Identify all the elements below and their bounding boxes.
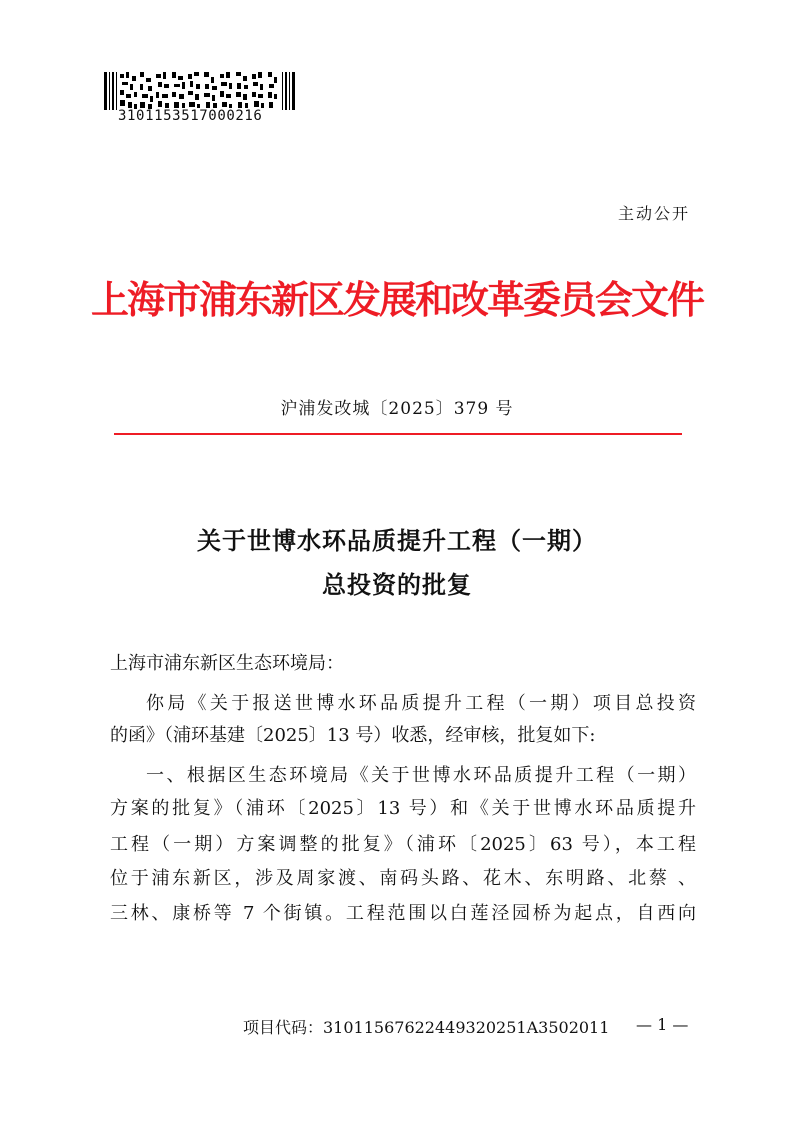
barcode-number: 3101153517000216 bbox=[118, 108, 263, 124]
body-line-3: 一、根据区生态环境局《关于世博水环品质提升工程（一期） bbox=[146, 765, 696, 786]
barcode-image bbox=[104, 72, 296, 110]
document-body bbox=[110, 648, 696, 968]
body-line-4: 方案的批复》（浦环〔2025〕13 号）和《关于世博水环品质提升 bbox=[110, 798, 696, 819]
document-title-line-2: 总投资的批复 bbox=[322, 570, 472, 599]
body-line-6: 位于浦东新区，涉及周家渡、南码头路、花木、东明路、北蔡 、 bbox=[110, 868, 696, 889]
project-code: 项目代码：3101156762244932025​1A3502011 bbox=[243, 1018, 610, 1037]
page-number: — 1 — bbox=[636, 1015, 689, 1034]
body-line-2: 的函》（浦环基建〔2025〕13 号）收悉，经审核，批复如下: bbox=[110, 725, 596, 746]
document-number: 沪浦发改城〔2025〕379 号 bbox=[280, 399, 514, 419]
body-line-5: 工程（一期）方案调整的批复》（浦环〔2025〕63 号），本工程 bbox=[110, 834, 696, 855]
body-line-7: 三林、康桥等 7 个街镇。工程范围以白莲泾园桥为起点，自西向 bbox=[110, 903, 696, 924]
red-divider-line bbox=[114, 433, 682, 435]
document-title-line-1: 关于世博水环品质提升工程（一期） bbox=[197, 526, 597, 555]
recipient-line: 上海市浦东新区生态环境局： bbox=[110, 653, 344, 674]
issuer-header-title: 上海市浦东新区发展和改革委员会文件 bbox=[90, 280, 703, 322]
barcode-block bbox=[104, 72, 300, 110]
disclosure-label: 主动公开 bbox=[617, 204, 690, 223]
body-line-1: 你局《关于报送世博水环品质提升工程（一期）项目总投资 bbox=[146, 693, 696, 714]
